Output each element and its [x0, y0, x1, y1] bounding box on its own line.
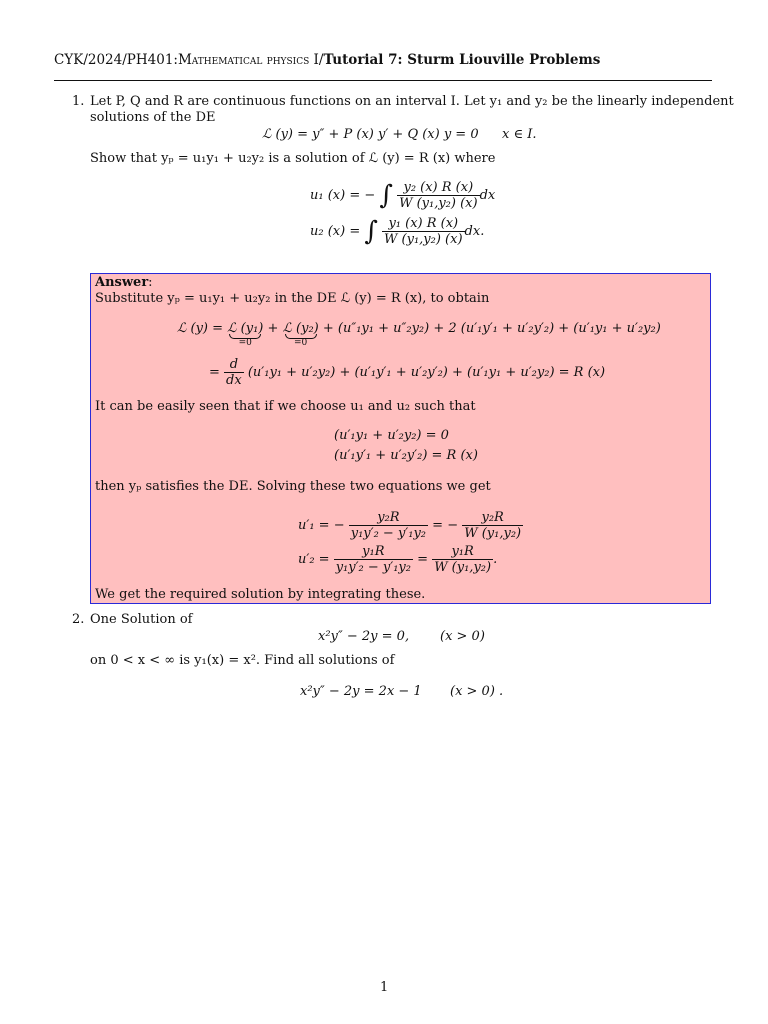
- page-number: 1: [380, 980, 389, 995]
- s2-fraction-2: [432, 544, 493, 575]
- s2-fraction-1: [334, 544, 413, 575]
- answer-then-line: then yₚ satisfies the DE. Solving these two equations we get: [95, 479, 491, 494]
- solution-u2-prime: [298, 544, 497, 575]
- s2-mid: =: [417, 552, 429, 567]
- answer-expansion-equation: ℒ (y) = ℒ (y₁) =0 + ℒ (y₂) =0 + (u″₁y₁ + u″₂y₂) + 2 (u′₁y′₁ + u′₂y′₂) + (u′₁y₁ + u′₂y₂): [177, 321, 661, 348]
- answer-substitute-line: Substitute yₚ = u₁y₁ + u₂y₂ in the DE ℒ (y) = R (x), to obtain: [95, 291, 490, 306]
- question-1-show-line: Show that yₚ = u₁y₁ + u₂y₂ is a solution of ℒ (y) = R (x) where: [90, 151, 496, 166]
- question-1-de-equation: ℒ (y) = y″ + P (x) y′ + Q (x) y = 0: [262, 127, 479, 142]
- question-1-de-domain: x ∈ I.: [502, 127, 537, 142]
- s2-lhs: u′₂ =: [298, 552, 330, 567]
- question-1-line-1: Let P, Q and R are continuous functions on an interval I. Let y₁ and y₂ be the linearly independent: [90, 94, 734, 109]
- header-separator: /: [318, 52, 324, 68]
- s2-denominator-1: y₁y′₂ − y′₁y₂: [335, 560, 411, 575]
- s2-denominator-2: W (y₁,y₂): [434, 560, 492, 575]
- answer-conclusion: We get the required solution by integrating these.: [95, 587, 426, 602]
- u2-lhs: u₂ (x) =: [310, 224, 361, 239]
- s2-numerator-2: y₁R: [432, 544, 493, 560]
- expansion-lhs: ℒ (y) =: [177, 321, 224, 336]
- u2-fraction: [382, 216, 465, 247]
- s2-numerator-1: y₁R: [334, 544, 413, 560]
- condition-1: (u′₁y₁ + u′₂y₂) = 0: [334, 428, 449, 443]
- s1-lhs: u′₁ = −: [298, 518, 345, 533]
- s1-numerator-2: y₂R: [462, 510, 523, 526]
- s1-denominator-2: W (y₁,y₂): [464, 526, 522, 541]
- u2-numerator: y₁ (x) R (x): [382, 216, 465, 232]
- underbrace-term-1: [227, 321, 264, 348]
- header-tutorial-title: Tutorial 7: Sturm Liouville Problems: [323, 52, 601, 68]
- question-2-equation-2: x²y″ − 2y = 2x − 1: [300, 684, 422, 699]
- expansion-rest: + (u″₁y₁ + u″₂y₂) + 2 (u′₁y′₁ + u′₂y′₂) + (u′₁y₁ + u′₂y₂): [322, 321, 661, 336]
- u2-tail: dx.: [464, 224, 485, 239]
- u1-numerator: y₂ (x) R (x): [397, 180, 480, 196]
- answer-choose-line: It can be easily seen that if we choose u₁ and u₂ such that: [95, 399, 476, 414]
- derivative-fraction: [224, 357, 244, 388]
- answer-colon: :: [148, 275, 153, 290]
- answer-heading: [95, 275, 153, 291]
- u1-tail: dx: [479, 188, 496, 203]
- s1-fraction-1: [349, 510, 428, 541]
- question-2-line-2: on 0 < x < ∞ is y₁(x) = x². Find all solutions of: [90, 653, 395, 668]
- derivative-denominator: dx: [226, 373, 242, 388]
- question-1-line-2: solutions of the DE: [90, 110, 216, 125]
- answer-box: [90, 273, 711, 604]
- derivative-numerator: d: [224, 357, 244, 373]
- u1-denominator: W (y₁,y₂) (x): [399, 196, 478, 211]
- derivative-rest: (u′₁y₁ + u′₂y₂) + (u′₁y′₁ + u′₂y′₂) + (u′₁y₁ + u′₂y₂) = R (x): [247, 365, 606, 380]
- header-prefix: CYK/2024/PH401:: [54, 52, 178, 68]
- question-1-u2-equation: [310, 216, 484, 247]
- u2-denominator: W (y₁,y₂) (x): [384, 232, 463, 247]
- answer-derivative-equation: [209, 357, 605, 388]
- u1-lhs: u₁ (x) = −: [310, 188, 376, 203]
- s1-fraction-2: [462, 510, 523, 541]
- underbrace-term-2-text: ℒ (y₂): [282, 321, 319, 336]
- question-2-equation-2-condition: (x > 0) .: [450, 684, 504, 699]
- answer-label: Answer: [95, 275, 149, 290]
- s2-end: .: [493, 552, 498, 567]
- underbrace-term-2: [282, 321, 319, 348]
- underbrace-term-1-text: ℒ (y₁): [227, 321, 264, 336]
- s1-mid: = −: [432, 518, 459, 533]
- page-header: [54, 52, 600, 68]
- question-1-number: 1.: [72, 94, 85, 109]
- integral-sign: ∫: [379, 180, 393, 211]
- solution-u1-prime: [298, 510, 523, 541]
- integral-sign: ∫: [364, 216, 378, 247]
- s1-denominator-1: y₁y′₂ − y′₁y₂: [350, 526, 427, 541]
- derivative-equals: =: [209, 365, 220, 380]
- question-2-number: 2.: [72, 612, 85, 627]
- u1-fraction: [397, 180, 480, 211]
- header-rule: [54, 80, 712, 81]
- condition-2: (u′₁y′₁ + u′₂y′₂) = R (x): [334, 448, 478, 463]
- question-1-u1-equation: [310, 180, 495, 211]
- s1-numerator-1: y₂R: [349, 510, 428, 526]
- underbrace-2-label: =0: [294, 338, 308, 348]
- header-course: Mathematical physics I: [177, 52, 319, 68]
- question-2-equation-1-condition: (x > 0): [440, 629, 485, 644]
- underbrace-1-label: =0: [238, 338, 252, 348]
- question-2-line-1: One Solution of: [90, 612, 193, 627]
- question-2-equation-1: x²y″ − 2y = 0,: [318, 629, 410, 644]
